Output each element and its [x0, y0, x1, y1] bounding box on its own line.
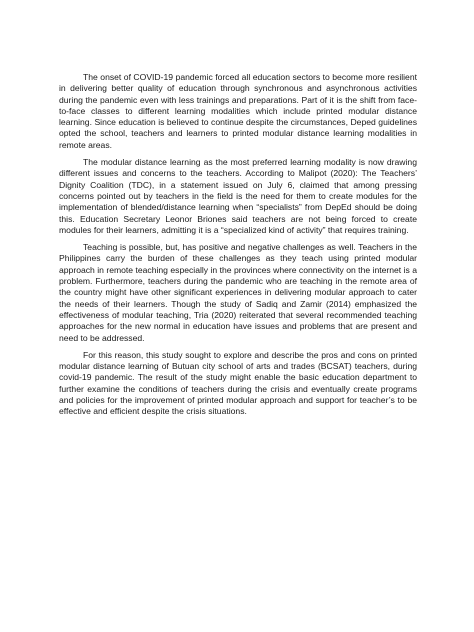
- paragraph-4: For this reason, this study sought to explore and describe the pros and cons on printed modular distance learning of Butuan city school of arts and trades (BCSAT) teachers, during covid-19 pandemic. The result of the study might enable the basic education department to further examine the conditions of teachers during the crisis and eventually create programs and policies for the improvement of printed modular approach and support for teacher’s to be effective and efficient despite the crisis situations.: [59, 349, 417, 417]
- document-body: [59, 72, 417, 424]
- paragraph-1: The onset of COVID-19 pandemic forced all education sectors to become more resilient in delivering better quality of education through synchronous and asynchronous activities during the pandemic even with less trainings and preparations. Part of it is the shift from face-to-face classes to different learning modalities which include printed modular distance learning. Since education is believed to continue despite the circumstances, Deped guidelines opted the school, teachers and learners to printed modular distance learning modalities in remote areas.: [59, 72, 417, 150]
- paragraph-2: The modular distance learning as the most preferred learning modality is now drawing different issues and concerns to the teachers. According to Malipot (2020): The Teachers’ Dignity Coalition (TDC), in a statement issued on July 6, claimed that among pressing concerns pointed out by teachers in the field is the need for them to create modules for the implementation of blended/distance learning when “specialists” from DepEd should be doing this. Education Secretary Leonor Briones said teachers are not being forced to create modules for their learners, admitting it is a “specialized kind of activity” that requires training.: [59, 157, 417, 235]
- paragraph-3: Teaching is possible, but, has positive and negative challenges as well. Teachers in the Philippines carry the burden of these challenges as they teach using printed modular approach in remote teaching especially in the provinces where connectivity on the internet is a problem. Furthermore, teachers during the pandemic who are teaching in the remote area of the country might have other significant experiences in delivering modular approach to cater the needs of their learners. Though the study of Sadiq and Zamir (2014) emphasized the effectiveness of modular teaching, Tria (2020) reiterated that several recommended teaching approaches for the new normal in education have issues and problems that are present and need to be addressed.: [59, 242, 417, 343]
